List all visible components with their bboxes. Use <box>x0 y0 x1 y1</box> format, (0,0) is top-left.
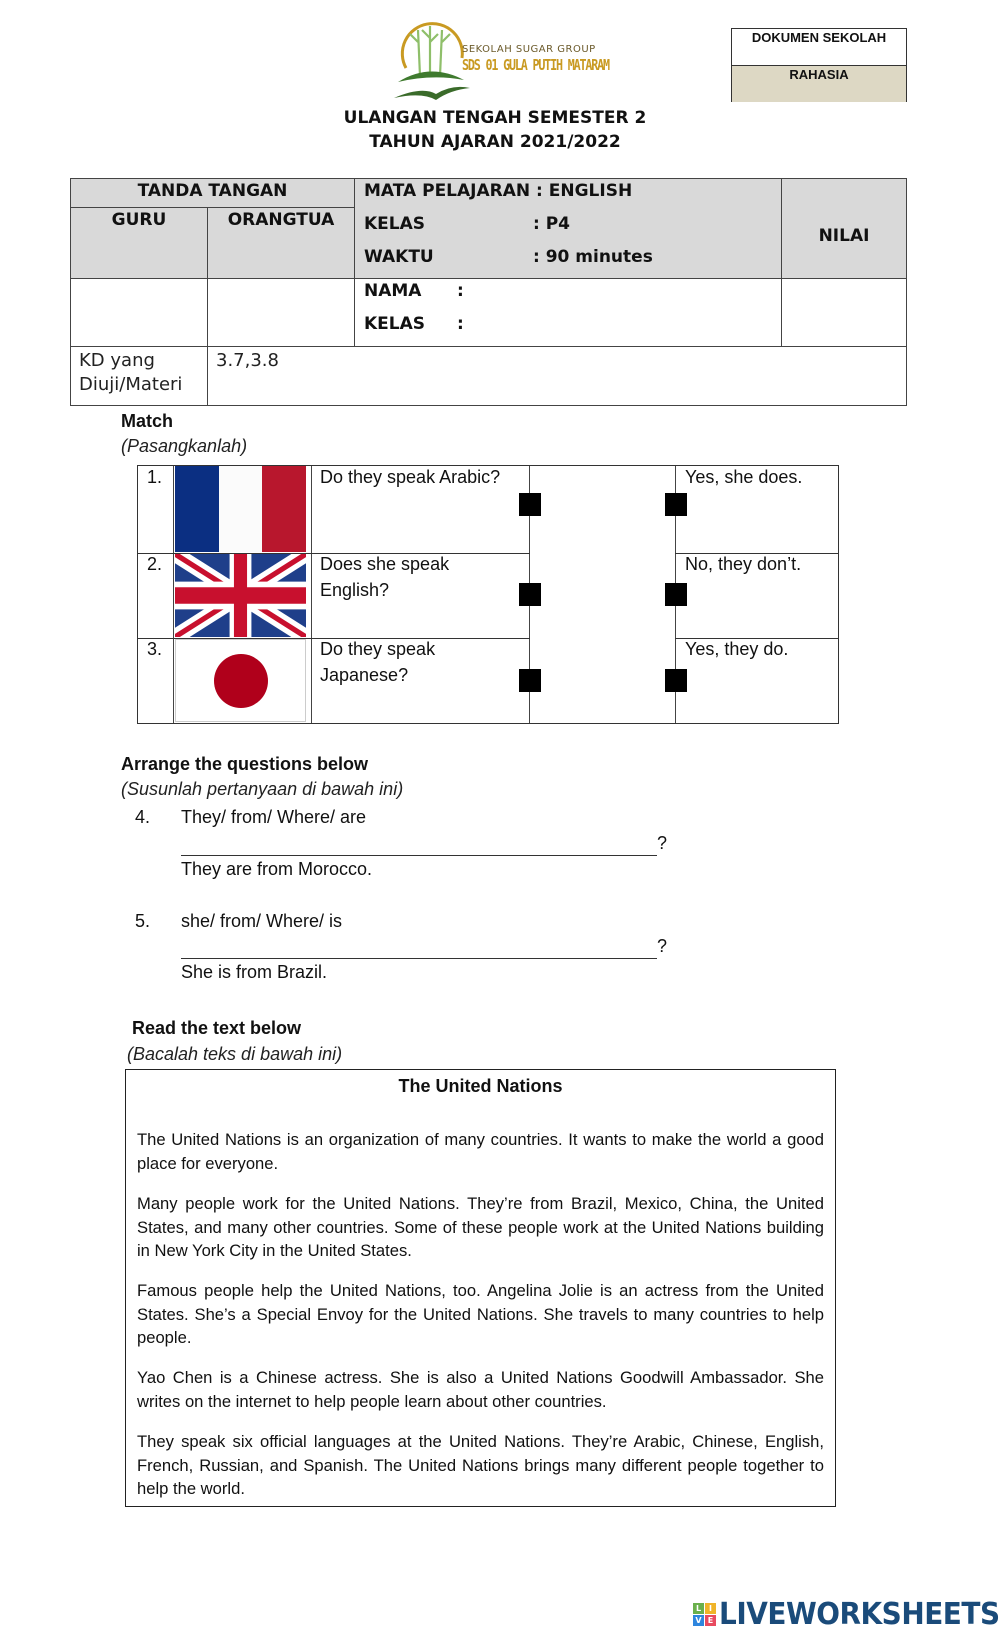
brand-name: LIVEWORKSHEETS <box>719 1596 1000 1632</box>
question-text: Do they speak <box>320 639 436 659</box>
kd-value: 3.7,3.8 <box>207 346 906 405</box>
parent-signature-field[interactable] <box>207 278 354 346</box>
exam-info-table <box>70 178 907 406</box>
row-number: 3. <box>147 639 163 659</box>
passage-paragraph: They speak six official languages at the United Nations. They’re Arabic, Chinese, English, French, Russian, and Spanish. The United Nations brings many different people together to help the world. <box>137 1432 824 1498</box>
match-heading: Match <box>121 411 174 431</box>
class-value: : P4 <box>533 214 571 234</box>
answer-input-4[interactable] <box>181 855 657 856</box>
answer-text: Yes, they do. <box>685 639 789 659</box>
question-number: 4. <box>135 807 151 827</box>
reading-subheading: (Bacalah teks di bawah ini) <box>127 1044 343 1064</box>
signature-header: TANDA TANGAN <box>71 179 354 208</box>
doc-box-confidential: RAHASIA <box>732 66 906 102</box>
question-text-line2: English? <box>320 580 390 600</box>
doc-box-top: DOKUMEN SEKOLAH <box>732 29 906 66</box>
question-text: Do they speak Arabic? <box>320 467 501 487</box>
class-input[interactable] <box>467 312 767 344</box>
passage-paragraph: The United Nations is an organization of many countries. It wants to make the world a good place for everyone. <box>137 1130 824 1173</box>
parent-header: ORANGTUA <box>207 208 354 278</box>
match-subheading: (Pasangkanlah) <box>121 436 248 456</box>
logo-line1: SEKOLAH SUGAR GROUP <box>462 44 596 55</box>
score-header: NILAI <box>781 179 906 278</box>
row-number: 2. <box>147 554 163 574</box>
match-handle-left-3[interactable] <box>519 669 541 692</box>
exam-title: ULANGAN TENGAH SEMESTER 2 <box>343 108 647 128</box>
academic-year: TAHUN AJARAN 2021/2022 <box>369 132 621 152</box>
question-mark: ? <box>657 936 668 956</box>
subject-info <box>354 179 781 278</box>
match-handle-left-1[interactable] <box>519 493 541 516</box>
uk-flag-icon <box>175 554 306 637</box>
row-number: 1. <box>147 467 163 487</box>
name-label: NAMA <box>364 281 422 301</box>
time-label: WAKTU <box>364 247 434 267</box>
scrambled-words: They/ from/ Where/ are <box>181 807 367 827</box>
logo-line2: SDS 01 GULA PUTIH MATARAM <box>462 56 609 74</box>
reading-passage-box <box>125 1069 836 1507</box>
answer-text: No, they don’t. <box>685 554 802 574</box>
scrambled-words: she/ from/ Where/ is <box>181 911 343 931</box>
arrange-subheading: (Susunlah pertanyaan di bawah ini) <box>121 779 404 799</box>
question-text: Does she speak <box>320 554 450 574</box>
live-badge-icon: L I V E <box>693 1603 716 1626</box>
document-classification-box <box>731 28 907 102</box>
passage-paragraph: Famous people help the United Nations, too. Angelina Jolie is an actress from the United States. She’s a Special Envoy for the United Nations. She travels to many countries to help people. <box>137 1281 824 1347</box>
matching-table <box>137 465 839 724</box>
school-logo <box>392 16 612 106</box>
question-text-line2: Japanese? <box>320 665 409 685</box>
liveworksheets-brand <box>693 1596 1000 1632</box>
student-info: NAMA : KELAS : <box>354 278 781 346</box>
score-field[interactable] <box>781 278 906 346</box>
class-label: KELAS <box>364 214 426 234</box>
japan-flag-icon <box>175 639 306 722</box>
passage-paragraph: Many people work for the United Nations. They’re from Brazil, Mexico, China, the United States, and many other countries. Some of these people work at the United Nations building in New York City in the United States. <box>137 1194 824 1260</box>
match-handle-right-1[interactable] <box>665 493 687 516</box>
answer-input-5[interactable] <box>181 958 657 959</box>
name-input[interactable] <box>467 279 767 311</box>
match-handle-left-2[interactable] <box>519 583 541 606</box>
teacher-header: GURU <box>71 208 207 278</box>
answer-text: Yes, she does. <box>685 467 803 487</box>
answer-hint: She is from Brazil. <box>181 962 328 982</box>
match-handle-right-3[interactable] <box>665 669 687 692</box>
question-mark: ? <box>657 833 668 853</box>
teacher-signature-field[interactable] <box>71 278 207 346</box>
answer-hint: They are from Morocco. <box>181 859 373 879</box>
sugarcane-logo-icon <box>392 16 472 106</box>
reading-heading: Read the text below <box>132 1018 302 1038</box>
arrange-heading: Arrange the questions below <box>121 754 369 774</box>
passage-title: The United Nations <box>398 1076 563 1096</box>
passage-paragraph: Yao Chen is a Chinese actress. She is also a United Nations Goodwill Ambassador. She writes on the internet to help people learn about other countries. <box>137 1368 824 1411</box>
question-number: 5. <box>135 911 151 931</box>
kd-label: KD yang Diuji/Materi <box>71 346 207 405</box>
class2-label: KELAS <box>364 314 426 334</box>
time-value: : 90 minutes <box>533 247 653 267</box>
subject-label: MATA PELAJARAN : ENGLISH <box>364 181 633 201</box>
match-handle-right-2[interactable] <box>665 583 687 606</box>
france-flag-icon <box>175 466 306 552</box>
